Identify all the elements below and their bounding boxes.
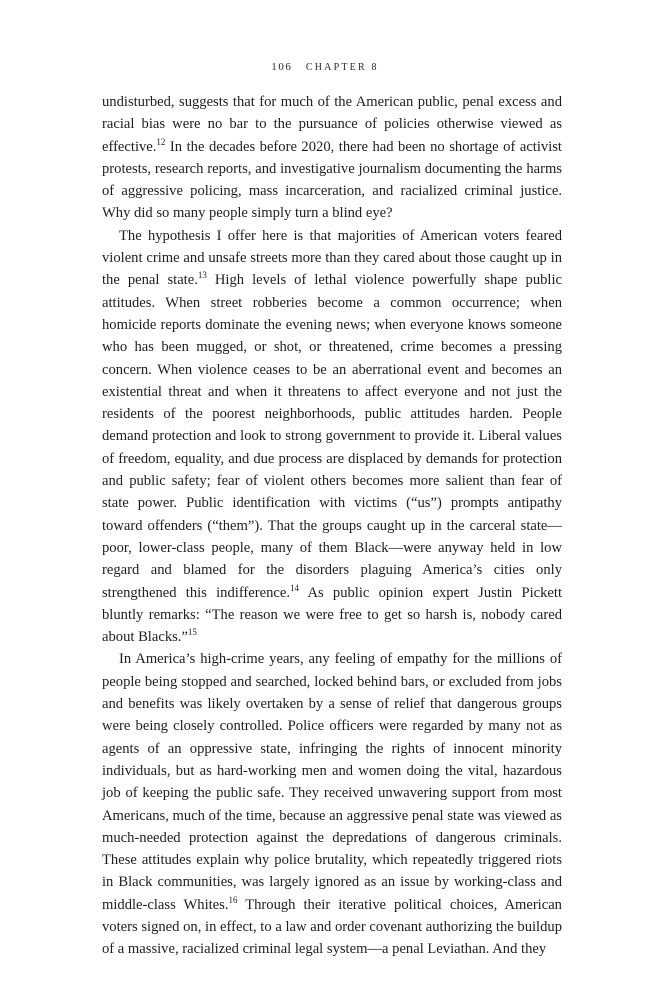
footnote-ref-14[interactable]: 14 [290,582,300,593]
text-run: In America’s high-crime years, any feeling of empathy for the millions of people being stopped and searched, locked behind bars, or excluded from jobs and benefits was likely overtaken by a sense of relief that dangerous groups were being closely controlled. Police officers were regarded by many not as agents of an oppressive state, infringing the rights of innocent minority individuals, but as hard-working men and women doing the vital, hazardous job of keeping the public safe. They received unwavering support from most Americans, much of the time, because an aggressive penal state was viewed as much-needed protection against the depredations of dangerous criminals. These attitudes explain why police brutality, which repeatedly triggered riots in Black communities, was largely ignored as an issue by working-class and middle-class Whites. [102,651,562,913]
text-run: As public opinion expert Justin Pickett bluntly remarks: “The reason we were free to get so harsh is, nobody cared about Blacks.” [102,584,562,646]
text-run: The hypothesis I offer here is that majorities of American voters feared violent crime and unsafe streets more than they cared about those caught up in the penal state. [102,227,562,289]
paragraph-2 [102,225,562,649]
chapter-label: CHAPTER 8 [305,62,379,73]
page-number: 106 [271,61,293,73]
text-run: High levels of lethal violence powerfully shape public attitudes. When street robberies become a common occurrence; when homicide reports dominate the evening news; when everyone knows someone who has been mugged, or shot, or threatened, crime becomes a pressing concern. When violence ceases to be an aberrational event and becomes an existential threat and when it threatens to affect everyone and not just the residents of the poorest neighborhoods, public attitudes harden. People demand protection and look to strong government to provide it. Liberal values of freedom, equality, and due process are displaced by demands for protection and public safety; fear of violent others becomes more salient than fear of state power. Public identification with victims (“us”) prompts antipathy toward offenders (“them”). That the groups caught up in the carceral state—poor, lower-class people, many of them Black—were anyway held in low regard and blamed for the disorders plaguing America’s cities only strengthened this indifference. [102,272,562,601]
text-run: Through their iterative political choices, American voters signed on, in effect, to a law and order covenant authorizing the buildup of a massive, racialized criminal legal system—a penal Leviathan. And they [102,896,562,958]
footnote-ref-15[interactable]: 15 [187,627,197,638]
body-text [102,91,562,961]
footnote-ref-12[interactable]: 12 [156,136,166,147]
footnote-ref-13[interactable]: 13 [197,270,207,281]
paragraph-3 [102,648,562,960]
paragraph-1 [102,91,562,225]
text-run: undisturbed, suggests that for much of the American public, penal excess and racial bias were no bar to the pursuance of policies otherwise viewed as effective. [102,94,562,155]
text-run: In the decades before 2020, there had been no shortage of activist protests, research reports, and investigative journalism documenting the harms of aggressive policing, mass incarceration, and racialized criminal justice. Why did so many people simply turn a blind eye? [102,138,562,222]
running-head [0,61,650,73]
footnote-ref-16[interactable]: 16 [228,894,238,905]
